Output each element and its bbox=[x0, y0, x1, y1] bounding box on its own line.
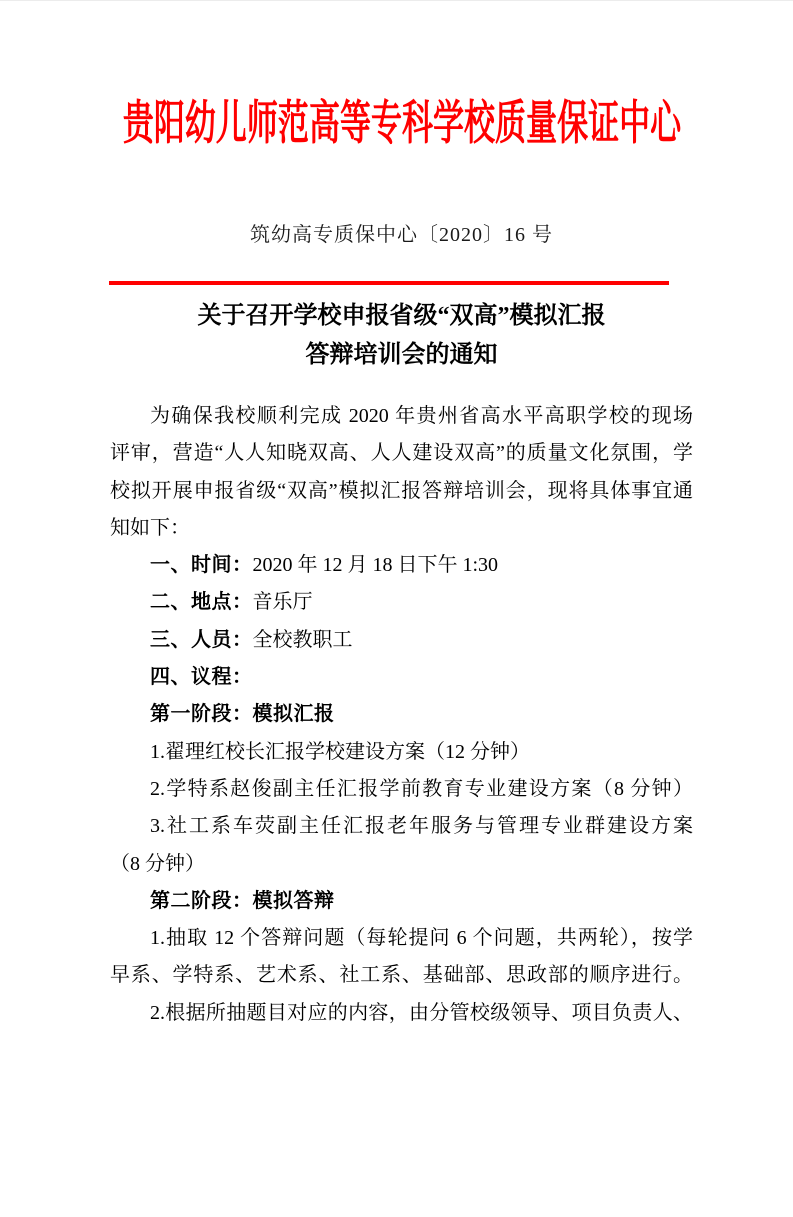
body-line-text: 1.翟理红校长汇报学校建设方案（12 分钟） bbox=[150, 740, 530, 763]
body-line bbox=[110, 398, 693, 435]
body-line-stage1-heading bbox=[110, 696, 693, 733]
body-line-text: 评审，营造“人人知晓双高、人人建设双高”的质量文化氛围，学 bbox=[110, 442, 693, 465]
body-line-label: 四、议程： bbox=[150, 666, 253, 689]
body-line bbox=[110, 846, 693, 883]
body-line-agenda bbox=[110, 659, 693, 696]
body-line-text: 第一阶段：模拟汇报 bbox=[150, 703, 335, 726]
body-line-value: 全校教职工 bbox=[252, 628, 353, 651]
body-line-attendees bbox=[110, 622, 693, 659]
body-line bbox=[110, 473, 693, 510]
notice-title-line2: 答辩培训会的通知 bbox=[305, 342, 498, 368]
notice-title bbox=[110, 297, 693, 375]
body-line-text: 1.抽取 12 个答辩问题（每轮提问 6 个问题，共两轮），按学 bbox=[150, 927, 693, 950]
body-line-value: 音乐厅 bbox=[252, 591, 313, 614]
body-line-time bbox=[110, 547, 693, 584]
body-line-label: 一、时间： bbox=[150, 554, 253, 577]
agency-header-title: 贵阳幼儿师范高等专科学校质量保证中心 bbox=[122, 98, 681, 150]
body-line-place bbox=[110, 584, 693, 621]
body-line bbox=[110, 957, 693, 994]
body-line bbox=[110, 734, 693, 771]
body-line-label: 三、人员： bbox=[150, 628, 253, 651]
document-number: 筑幼高专质保中心〔2020〕16 号 bbox=[250, 224, 553, 246]
body-line-label: 二、地点： bbox=[150, 591, 253, 614]
body-line-stage2-heading bbox=[110, 883, 693, 920]
body-line-text: 知如下： bbox=[110, 516, 190, 539]
body-line-text: （8 分钟） bbox=[110, 852, 205, 875]
notice-title-line1: 关于召开学校申报省级“双高”模拟汇报 bbox=[197, 303, 606, 329]
red-header-row bbox=[110, 95, 693, 153]
body-line-value: 2020 年 12 月 18 日下午 1:30 bbox=[252, 554, 499, 577]
body-line-text: 2.学特系赵俊副主任汇报学前教育专业建设方案（8 分钟） bbox=[150, 777, 693, 800]
body-line-text: 早系、学特系、艺术系、社工系、基础部、思政部的顺序进行。 bbox=[110, 964, 693, 987]
body-line-text: 为确保我校顺利完成 2020 年贵州省高水平高职学校的现场 bbox=[150, 405, 693, 427]
body-line bbox=[110, 995, 693, 1032]
body-line bbox=[110, 920, 693, 957]
document-page bbox=[0, 95, 793, 1217]
body-line-text: 校拟开展申报省级“双高”模拟汇报答辩培训会，现将具体事宜通 bbox=[110, 479, 693, 502]
body-line bbox=[110, 435, 693, 472]
body-line bbox=[110, 808, 693, 845]
body-line bbox=[110, 771, 693, 808]
body-line-text: 3.社工系车荧副主任汇报老年服务与管理专业群建设方案 bbox=[150, 815, 693, 838]
red-divider-line bbox=[109, 281, 669, 285]
body-line bbox=[110, 510, 693, 547]
document-body bbox=[110, 398, 693, 1032]
body-line-text: 2.根据所抽题目对应的内容，由分管校级领导、项目负责人、 bbox=[150, 1001, 693, 1024]
body-line-text: 第二阶段：模拟答辩 bbox=[150, 889, 335, 912]
